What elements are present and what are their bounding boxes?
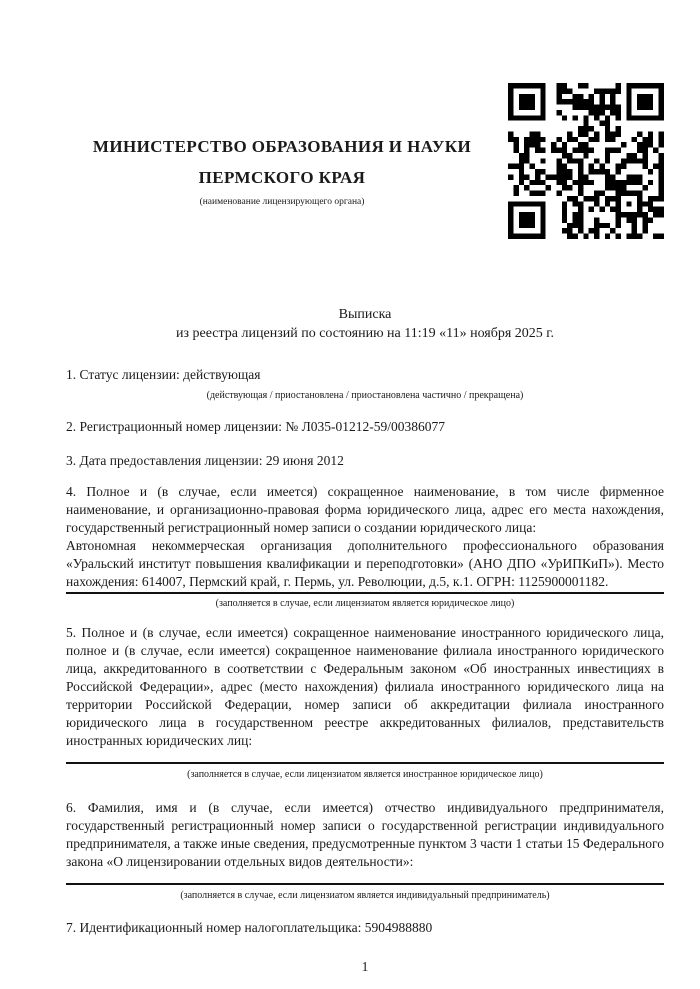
licensing-authority-caption: (наименование лицензирующего органа) (199, 197, 365, 207)
entrepreneur-caption: (заполняется в случае, если лицензиатом является индивидуальный предприниматель) (180, 890, 550, 901)
license-status-line: 1. Статус лицензии: действующая (66, 367, 261, 382)
legal-entity-caption: (заполняется в случае, если лицензиатом является юридическое лицо) (215, 598, 515, 609)
page-number: 1 (361, 959, 369, 974)
registration-number-line: 2. Регистрационный номер лицензии: № Л035-01212-59/00386077 (66, 419, 446, 434)
taxpayer-id-line: 7. Идентификационный номер налогоплательщика: 5904988880 (66, 920, 433, 935)
ministry-name-line2: ПЕРМСКОГО КРАЯ (198, 168, 366, 187)
document-title-block (66, 305, 664, 343)
foreign-entity-caption: (заполняется в случае, если лицензиатом является иностранное юридическое лицо) (187, 769, 543, 780)
entrepreneur-paragraph: 6. Фамилия, имя и (в случае, если имеется) отчество индивидуального предпринимателя, государственный регистрационный номер записи о государственной регистрации индивидуального предпринимателя, а также иные сведения, предусмотренные пунктом 3 части 1 статьи 15 Федерального закона «О лицензировании отдельных видов деятельности»: (66, 800, 664, 869)
ministry-name-line1: МИНИСТЕРСТВО ОБРАЗОВАНИЯ И НАУКИ (92, 137, 472, 156)
grant-date-line: 3. Дата предоставления лицензии: 29 июня 2012 (66, 453, 344, 468)
foreign-entity-paragraph: 5. Полное и (в случае, если имеется) сокращенное наименование иностранного юридического лица, полное и (в случае, если имеется) сокращенное наименование филиала иностранного юридического лица, аккредитованного в соответствии с Федеральным законом «Об иностранных инвестициях в Российской Федерации», адрес (место нахождения) филиала иностранного юридического лица на территории Российской Федерации, номер записи об аккредитации филиала иностранного юридического лица в государственном реестре аккредитованных филиалов, представительств иностранных юридических лиц: (66, 625, 664, 748)
legal-entity-paragraph: 4. Полное и (в случае, если имеется) сокращенное наименование, в том числе фирменное наименование, и организационно-правовая форма юридического лица, адрес его места нахождения, государственный регистрационный номер записи о создании юридического лица: (66, 484, 664, 535)
document-subtitle: из реестра лицензий по состоянию на 11:19 «11» ноября 2025 г. (176, 326, 554, 341)
status-options-caption: (действующая / приостановлена / приостановлена частично / прекращена) (206, 390, 524, 401)
legal-entity-section (66, 483, 664, 594)
document-title: Выписка (338, 307, 392, 322)
legal-entity-value: Автономная некоммерческая организация дополнительного профессионального образования «Уральский институт повышения квалификации и переподготовки» (АНО ДПО «УрИПКиП»). Место нахождения: 614007, Пермский край, г. Пермь, ул. Революции, д.5, к.1. ОГРН: 1125900001182. (66, 537, 664, 594)
foreign-entity-blank-line (66, 762, 664, 764)
licensing-authority-block (66, 83, 498, 209)
entrepreneur-blank-line (66, 883, 664, 885)
qr-code-icon (508, 83, 664, 239)
document-header (66, 83, 664, 239)
